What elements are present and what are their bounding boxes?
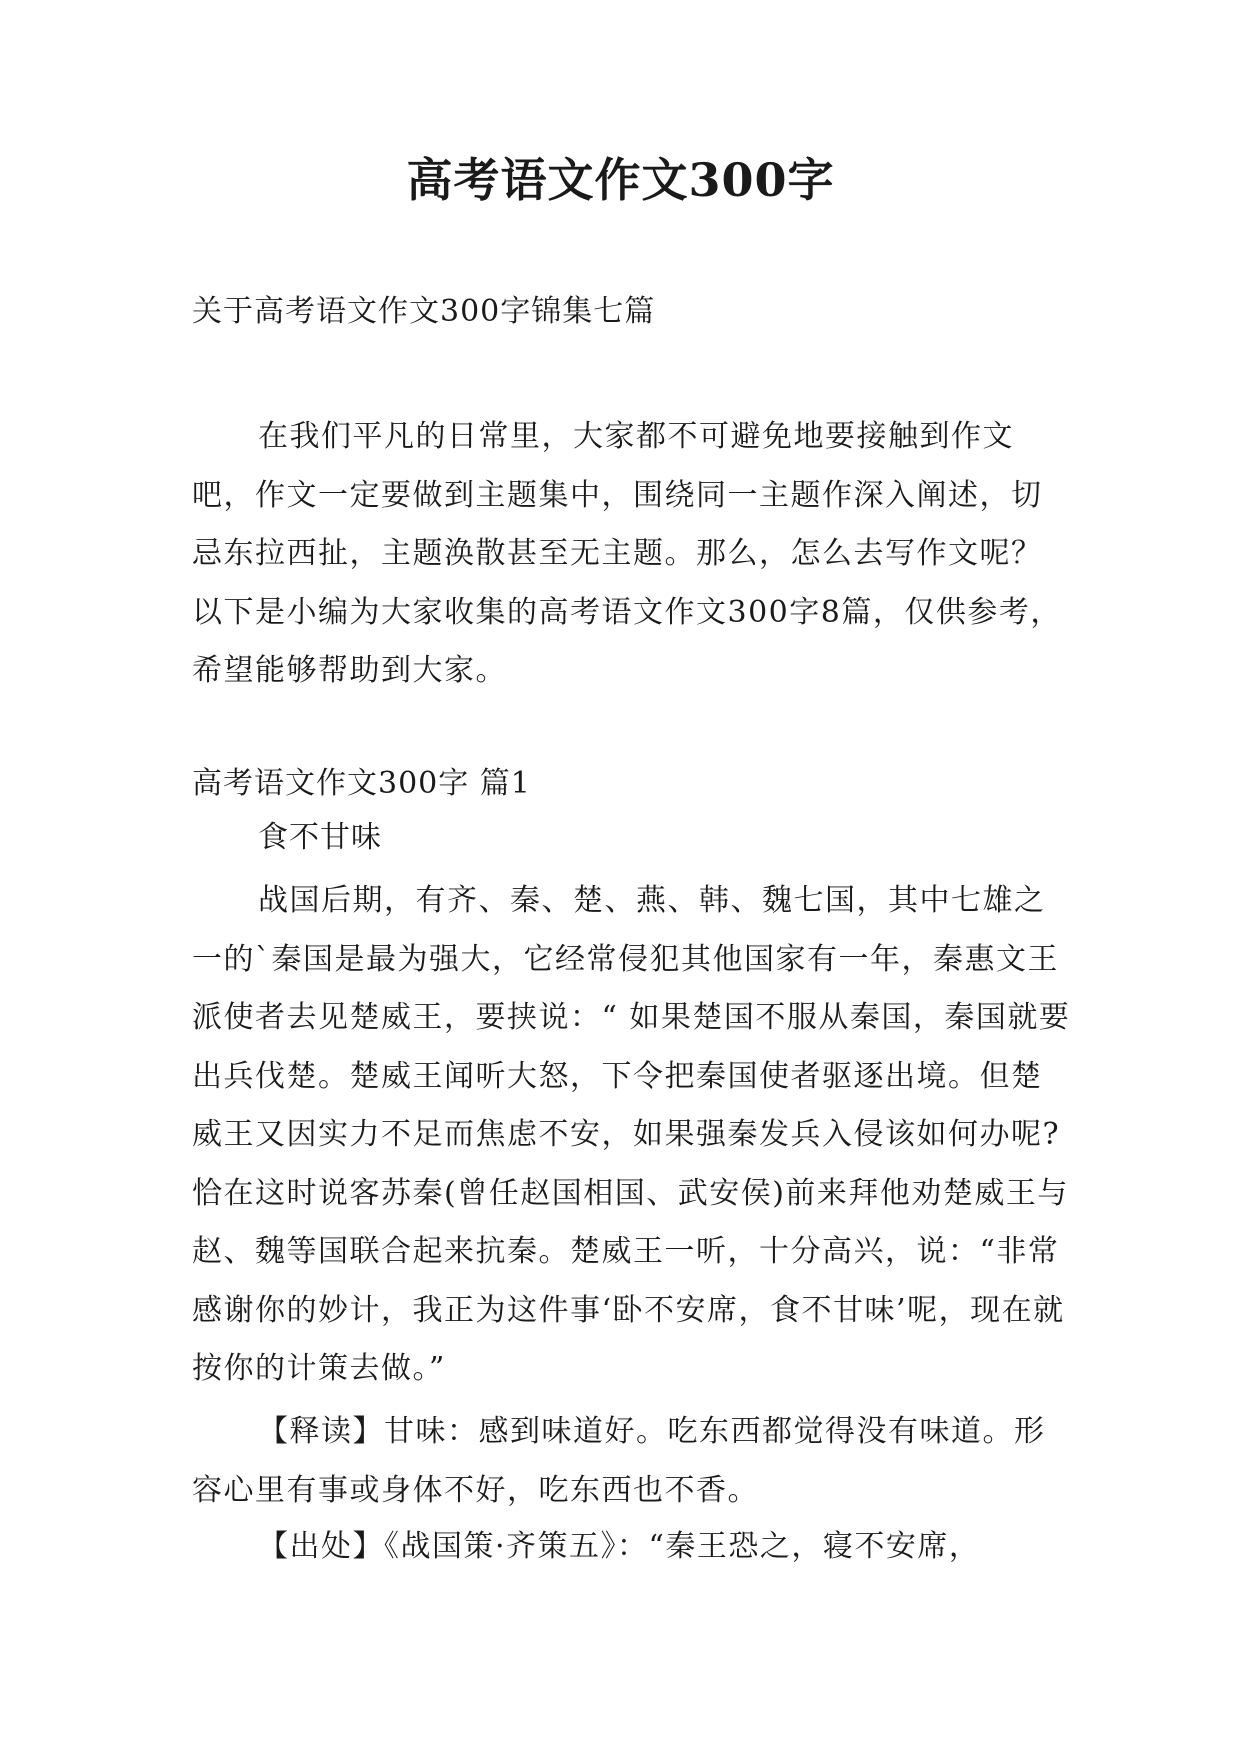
document-subtitle: 关于高考语文作文300字锦集七篇 — [192, 294, 656, 329]
essay-paragraph-source: 【出处】《战国策·齐策五》：“秦王恐之，寝不安席， — [258, 1529, 981, 1564]
essay-title: 食不甘味 — [258, 820, 382, 855]
essay-paragraph-explanation: 【释读】甘味：感到味道好。吃东西都觉得没有味道。形容心里有事或身体不好，吃东西也不香。 — [192, 1414, 1046, 1508]
intro-paragraph: 在我们平凡的日常里，大家都不可避免地要接触到作文吧，作文一定要做到主题集中，围绕同一主题作深入阐述，切忌东拉西扯，主题涣散甚至无主题。那么，怎么去写作文呢？以下是小编为大家收集的高考语文作文300字8篇，仅供参考，希望能够帮助到大家。 — [192, 419, 1062, 688]
essay-heading: 高考语文作文300字 篇1 — [192, 766, 531, 801]
essay-paragraph: 战国后期，有齐、秦、楚、燕、韩、魏七国，其中七雄之一的`秦国是最为强大，它经常侵犯其他国家有一年，秦惠文王派使者去见楚威王，要挟说：“ 如果楚国不服从秦国，秦国就要出兵伐楚。楚威王闻听大怒，下令把秦国使者驱逐出境。但楚威王又因实力不足而焦虑不安，如果强秦发兵入侵该如何办呢?恰在这时说客苏秦(曾任赵国相国、武安侯)前来拜他劝楚威王与赵、魏等国联合起来抗秦。楚威王一听，十分高兴，说：“非常感谢你的妙计，我正为这件事‘卧不安席，食不甘味’呢，现在就按你的计策去做。” — [192, 883, 1071, 1386]
page-title: 高考语文作文300字 — [406, 153, 835, 207]
